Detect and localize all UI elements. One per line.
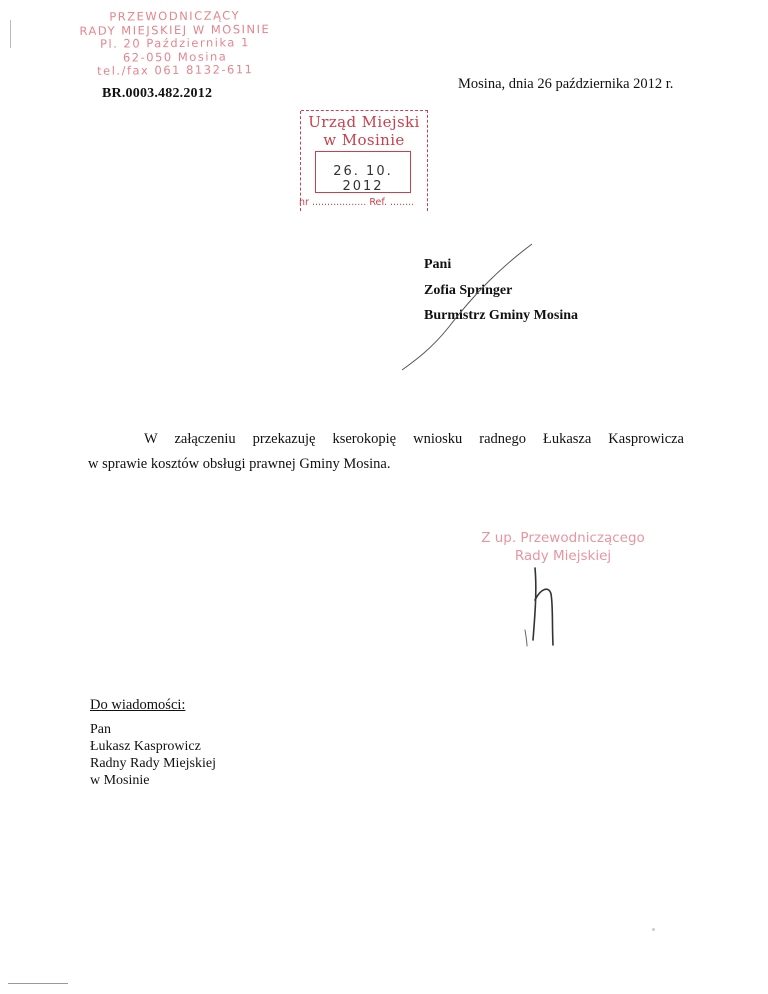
scan-edge-mark <box>10 20 11 48</box>
body-line: W załączeniu przekazuję kserokopię wniosku radnego Łukasza Kasprowicza <box>144 431 684 447</box>
recipient-position: Burmistrz Gminy Mosina <box>424 308 578 323</box>
handwritten-stroke <box>380 238 550 378</box>
recipient-name: Zofia Springer <box>424 283 513 298</box>
received-date: 26. 10. 2012 <box>333 164 393 194</box>
office-receipt-stamp <box>301 110 428 211</box>
office-stamp-title: Urząd Miejski <box>308 113 420 131</box>
reference-number: BR.0003.482.2012 <box>102 86 213 101</box>
cc-line: w Mosinie <box>90 773 150 788</box>
stamp-line: PRZEWODNICZĄCY <box>109 8 241 24</box>
handwritten-signature <box>515 560 575 660</box>
stamp-line: tel./fax 061 8132-611 <box>97 62 254 78</box>
cc-list <box>90 721 216 789</box>
body-line: w sprawie kosztów obsługi prawnej Gminy Mosina. <box>88 456 391 472</box>
cc-line: Radny Rady Miejskiej <box>90 756 216 771</box>
stamp-line: RADY MIEJSKIEJ W MOSINIE <box>79 21 271 38</box>
signature-caption-line: Rady Miejskiej <box>514 548 612 564</box>
recipient-salutation: Pani <box>424 257 452 272</box>
stamp-line: Pl. 20 Października 1 <box>100 35 250 51</box>
signature-caption-line: Z up. Przewodniczącego <box>481 530 645 546</box>
place-date: Mosina, dnia 26 października 2012 r. <box>458 76 674 92</box>
office-stamp-subtitle: w Mosinie <box>323 131 405 149</box>
council-header-stamp <box>60 9 291 79</box>
letter-body <box>88 427 684 477</box>
cc-line: Łukasz Kasprowicz <box>90 739 201 754</box>
stamp-number-line: nr .................. Ref. ........ <box>299 197 415 208</box>
cc-line: Pan <box>90 722 111 737</box>
stamp-line: 62-050 Mosina <box>122 48 228 65</box>
cc-title: Do wiadomości: <box>90 697 186 713</box>
received-date-box <box>315 151 411 193</box>
scan-dot-mark <box>652 928 655 931</box>
scan-bottom-mark <box>8 983 68 984</box>
